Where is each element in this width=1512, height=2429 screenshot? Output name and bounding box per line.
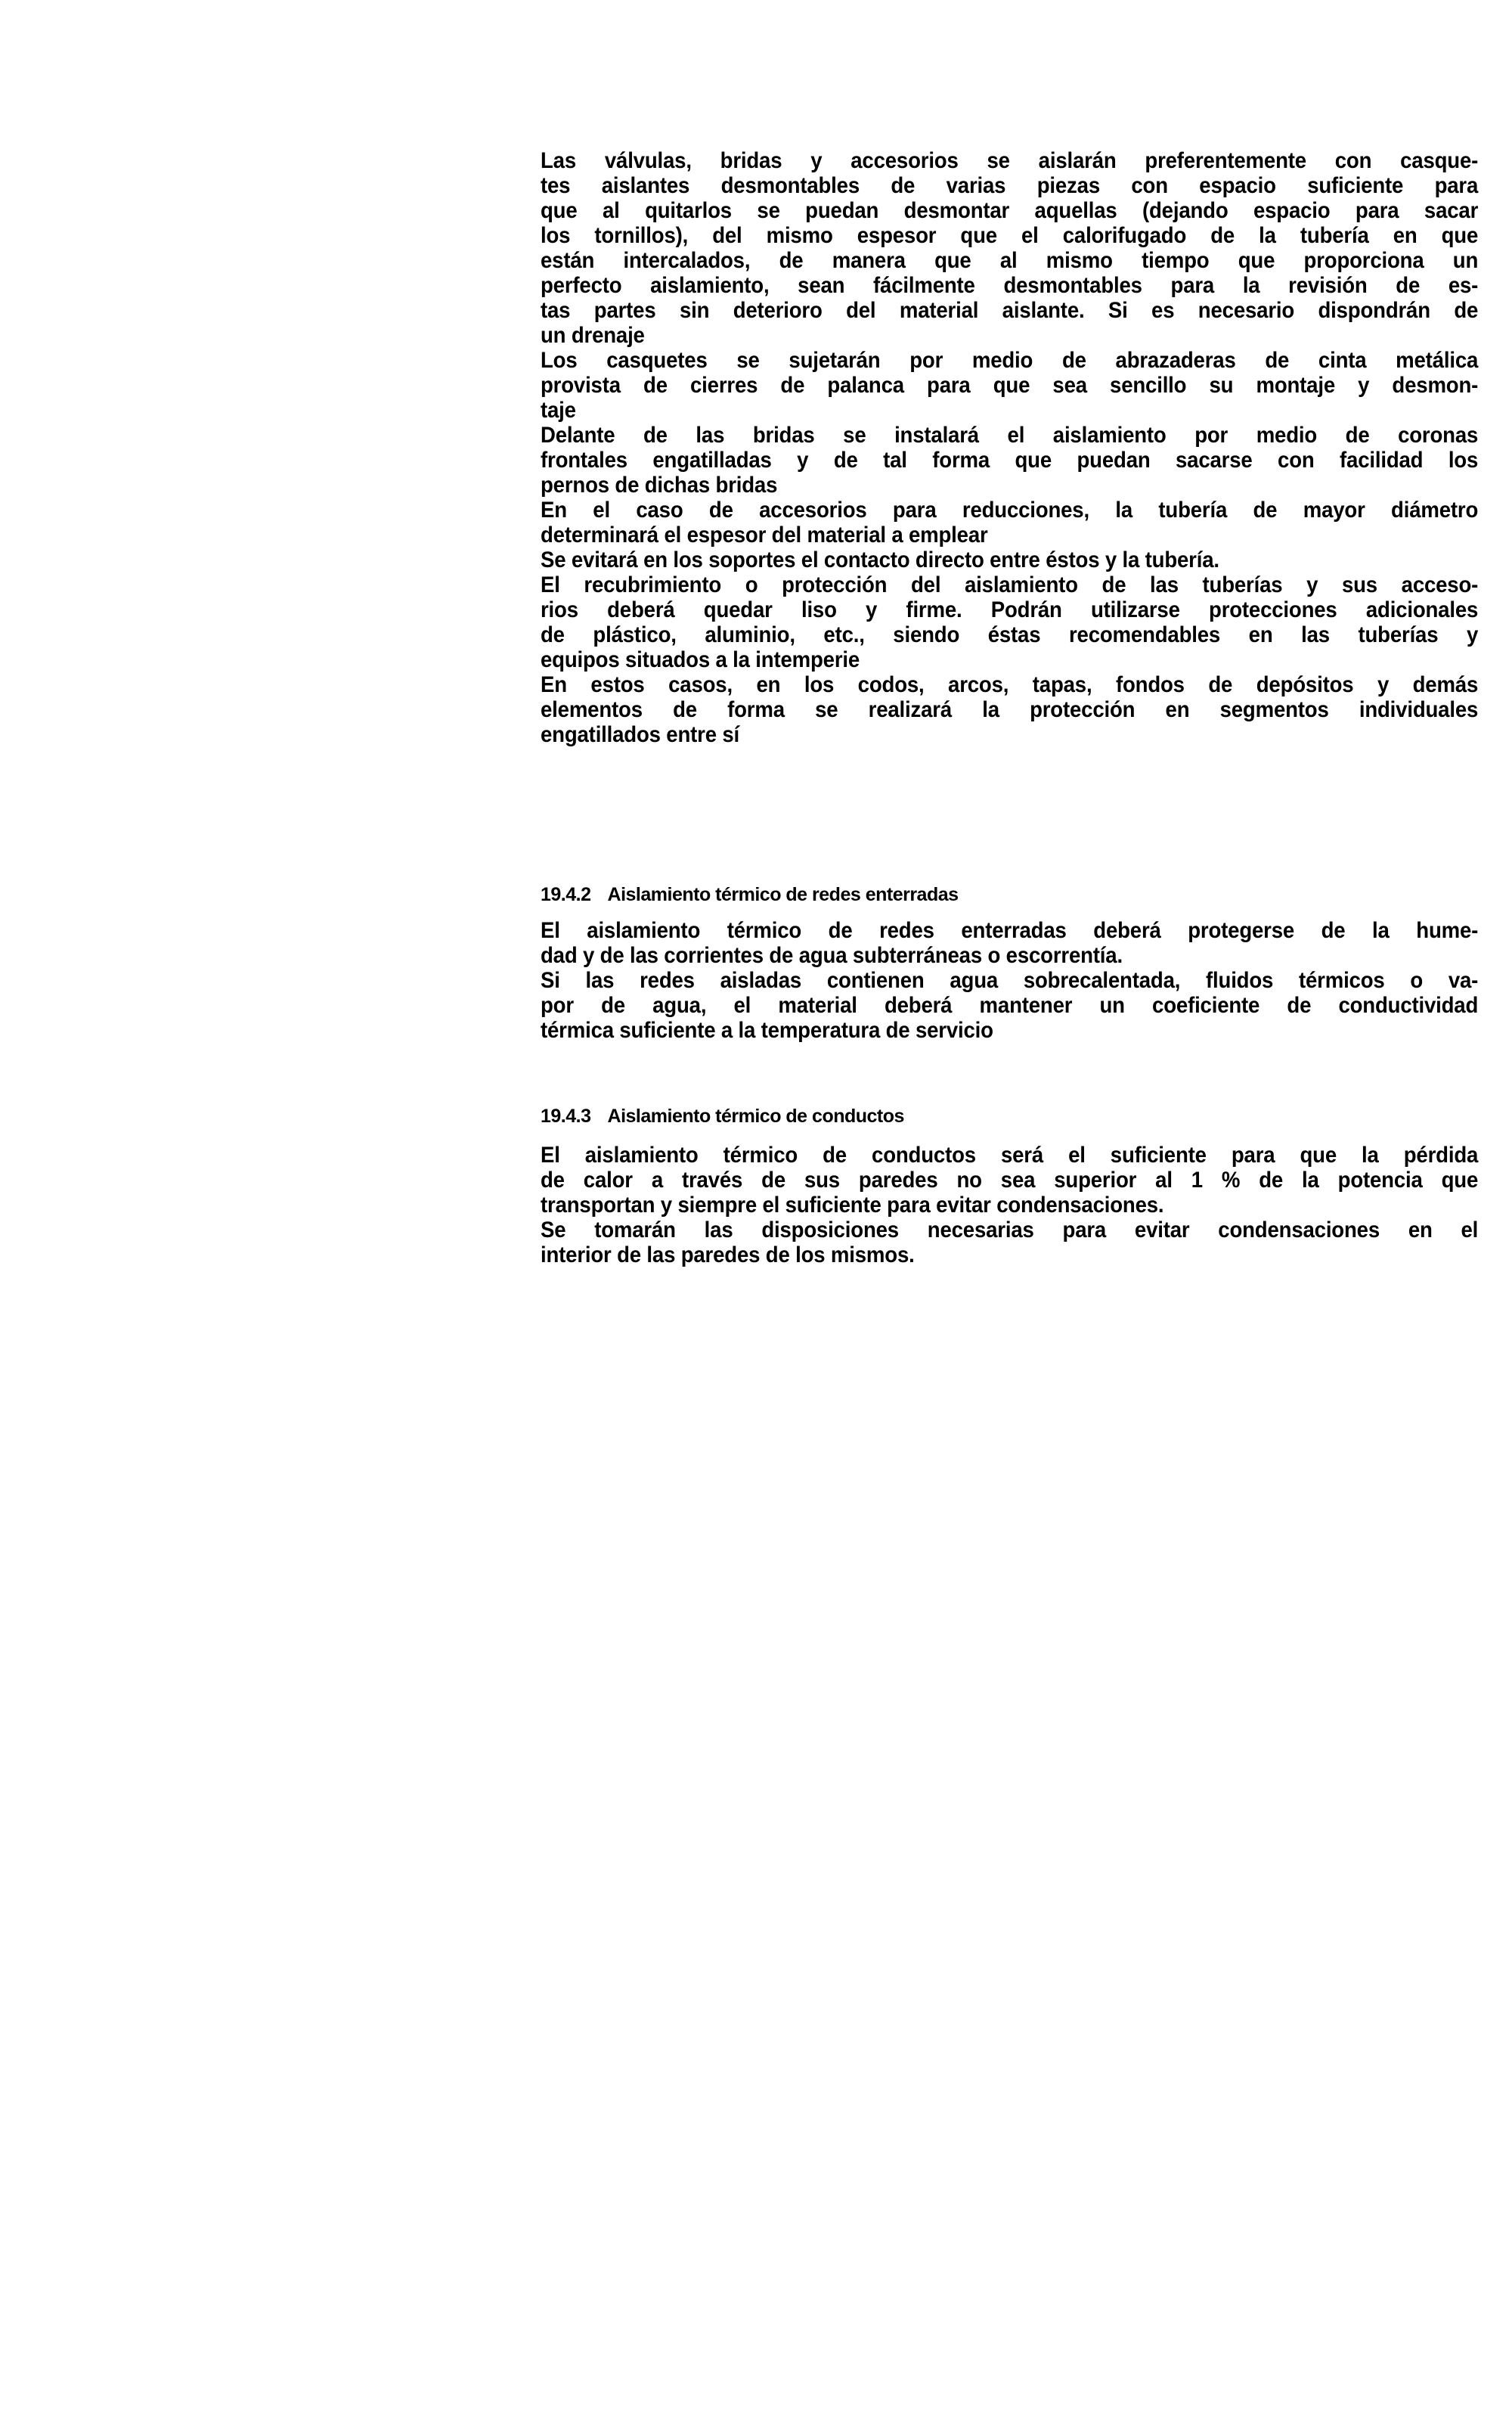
- text-line: El recubrimiento o protección del aislamiento de las tuberías y sus acceso-: [541, 572, 1479, 597]
- paragraph-elbows: [541, 672, 1478, 747]
- text-line: tes aislantes desmontables de varias piezas con espacio suficiente para: [541, 173, 1479, 198]
- text-line: están intercalados, de manera que al mismo tiempo que proporciona un: [541, 248, 1479, 273]
- paragraph-conductivity: [541, 968, 1478, 1043]
- text-line: equipos situados a la intemperie: [541, 647, 860, 672]
- paragraph-caps-fastening: [541, 348, 1478, 423]
- paragraph-covering: [541, 572, 1478, 672]
- paragraph-heat-loss: [541, 1143, 1478, 1218]
- section-heading-ducts: [541, 1105, 1478, 1128]
- text-line: El aislamiento térmico de redes enterradas deberá protegerse de la hume-: [541, 918, 1479, 943]
- text-line: de plástico, aluminio, etc., siendo éstas recomendables en las tuberías y: [541, 622, 1479, 647]
- section-heading-buried-networks: [541, 883, 1478, 906]
- heading-title: Aislamiento térmico de redes enterradas: [607, 883, 959, 905]
- text-line: dad y de las corrientes de agua subterráneas o escorrentía.: [541, 943, 1123, 968]
- text-line: determinará el espesor del material a emplear: [541, 523, 988, 548]
- text-line: tas partes sin deterioro del material aislante. Si es necesario dispondrán de: [541, 298, 1479, 323]
- text-line: En el caso de accesorios para reducciones, la tubería de mayor diámetro: [541, 498, 1479, 523]
- text-line: Si las redes aisladas contienen agua sobrecalentada, fluidos térmicos o va-: [541, 968, 1479, 993]
- text-line: un drenaje: [541, 323, 645, 348]
- text-line: Se tomarán las disposiciones necesarias para evitar condensaciones en el: [541, 1218, 1479, 1242]
- text-line: de calor a través de sus paredes no sea superior al 1 % de la potencia que: [541, 1168, 1479, 1193]
- text-line: taje: [541, 398, 576, 423]
- paragraph-condensation: [541, 1218, 1478, 1267]
- text-line: por de agua, el material deberá mantener un coeficiente de conductividad: [541, 993, 1479, 1018]
- paragraph-valves-caps: [541, 148, 1478, 348]
- text-line: Las válvulas, bridas y accesorios se aislarán preferentemente con casque-: [541, 148, 1479, 173]
- paragraph-humidity: [541, 918, 1478, 968]
- text-line: engatillados entre sí: [541, 722, 740, 747]
- text-line: provista de cierres de palanca para que sea sencillo su montaje y desmon-: [541, 373, 1479, 398]
- section-buried-networks: [541, 918, 1478, 1043]
- section-ducts: [541, 1143, 1478, 1267]
- text-line: pernos de dichas bridas: [541, 473, 778, 498]
- heading-number: 19.4.2: [541, 883, 591, 905]
- section-fittings-insulation: [541, 148, 1478, 747]
- heading-title: Aislamiento térmico de conductos: [607, 1105, 904, 1127]
- paragraph-supports: [541, 548, 1478, 572]
- text-line: Delante de las bridas se instalará el aislamiento por medio de coronas: [541, 423, 1479, 448]
- paragraph-reductions: [541, 498, 1478, 548]
- text-line: elementos de forma se realizará la protección en segmentos individuales: [541, 697, 1479, 722]
- heading-number: 19.4.3: [541, 1105, 591, 1127]
- text-line: rios deberá quedar liso y firme. Podrán utilizarse protecciones adicionales: [541, 597, 1479, 622]
- text-line: Los casquetes se sujetarán por medio de abrazaderas de cinta metálica: [541, 348, 1479, 373]
- text-line: Se evitará en los soportes el contacto directo entre éstos y la tubería.: [541, 548, 1219, 572]
- text-line: interior de las paredes de los mismos.: [541, 1242, 915, 1267]
- text-line: que al quitarlos se puedan desmontar aquellas (dejando espacio para sacar: [541, 198, 1479, 223]
- text-line: los tornillos), del mismo espesor que el calorifugado de la tubería en que: [541, 223, 1479, 248]
- text-line: En estos casos, en los codos, arcos, tapas, fondos de depósitos y demás: [541, 672, 1479, 697]
- text-line: térmica suficiente a la temperatura de servicio: [541, 1018, 993, 1043]
- text-line: transportan y siempre el suficiente para evitar condensaciones.: [541, 1193, 1164, 1218]
- text-line: El aislamiento térmico de conductos será el suficiente para que la pérdida: [541, 1143, 1479, 1168]
- paragraph-flanges: [541, 423, 1478, 498]
- text-line: frontales engatilladas y de tal forma que puedan sacarse con facilidad los: [541, 448, 1479, 473]
- text-line: perfecto aislamiento, sean fácilmente desmontables para la revisión de es-: [541, 273, 1479, 298]
